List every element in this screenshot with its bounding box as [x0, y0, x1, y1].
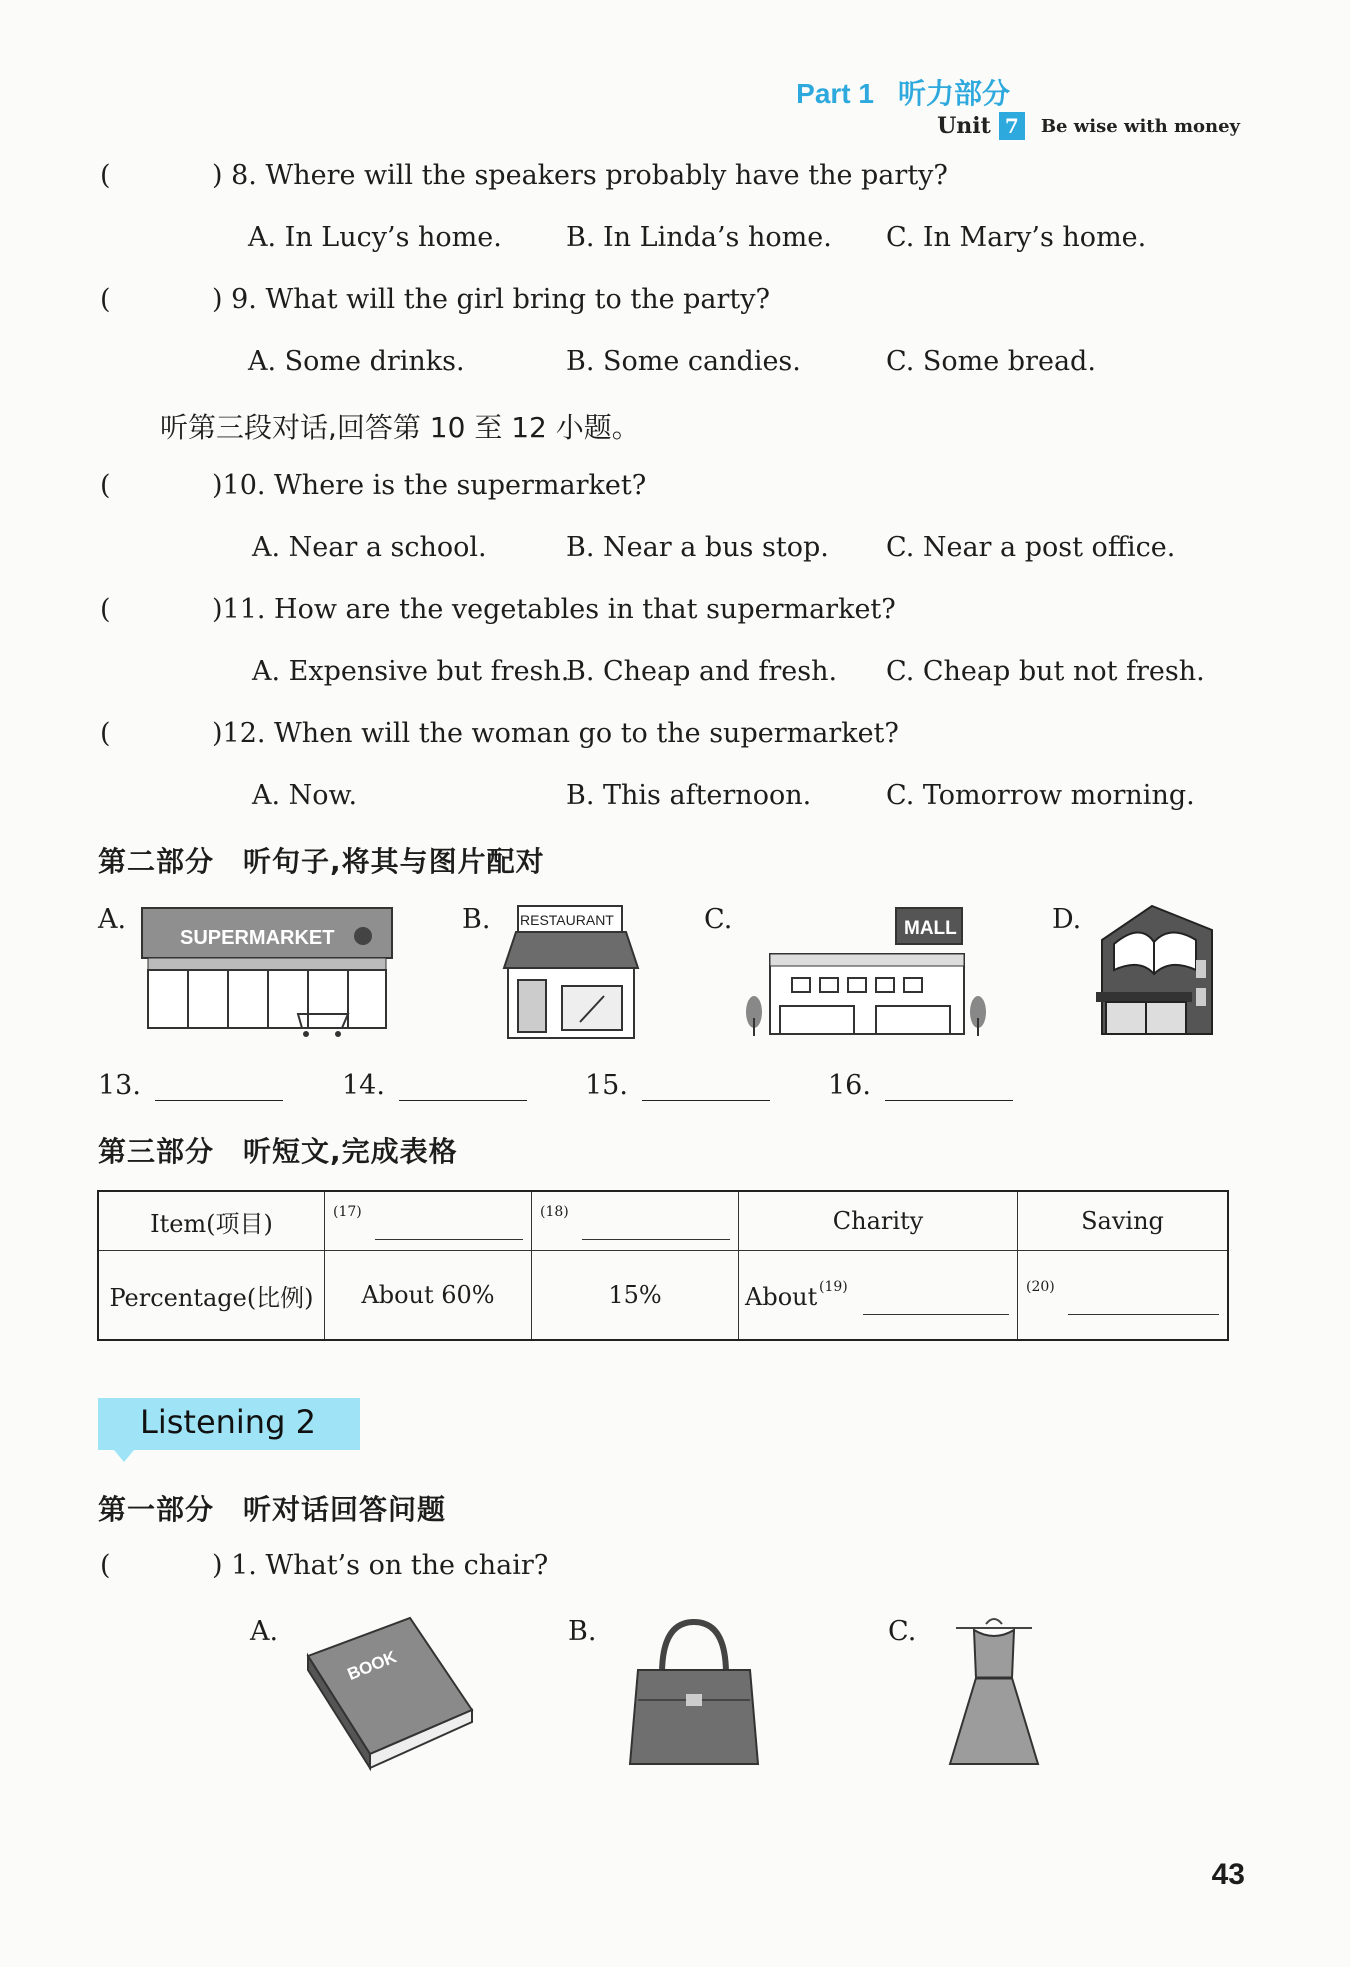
- option-c: C. Some bread.: [886, 346, 1096, 377]
- option-a: A. Near a school.: [252, 532, 487, 563]
- answer-blank[interactable]: [642, 1074, 770, 1101]
- pic-label-a: A.: [98, 904, 127, 935]
- supermarket-picture: [138, 904, 398, 1040]
- question-8: [100, 160, 948, 191]
- part3-title: 第三部分 听短文,完成表格: [98, 1135, 458, 1168]
- about-60-cell: About 60%: [325, 1251, 532, 1341]
- percentage-header: Percentage(比例): [98, 1251, 325, 1341]
- match-16: [828, 1070, 1013, 1101]
- answer-paren[interactable]: (: [100, 718, 111, 749]
- answer-blank[interactable]: [155, 1074, 283, 1101]
- question-10: [100, 470, 646, 501]
- header-part: [796, 72, 1010, 112]
- match-number: 13.: [98, 1070, 141, 1101]
- blank-number: (18): [540, 1204, 569, 1220]
- budget-table: [97, 1190, 1229, 1341]
- mall-sign: MALL: [904, 918, 957, 939]
- option-c: C. Tomorrow morning.: [886, 780, 1195, 811]
- option-b: B. Some candies.: [566, 346, 801, 377]
- question-text: ) 1. What’s on the chair?: [212, 1550, 549, 1581]
- question-12: [100, 718, 899, 749]
- bookstore-picture: [1092, 900, 1222, 1040]
- listening2-title: Listening 2: [140, 1403, 316, 1441]
- supermarket-sign: SUPERMARKET: [180, 927, 335, 949]
- answer-paren[interactable]: (: [100, 284, 111, 315]
- option-b: B. Near a bus stop.: [566, 532, 829, 563]
- answer-paren[interactable]: (: [100, 470, 111, 501]
- l2-part1-title: 第一部分 听对话回答问题: [98, 1493, 447, 1526]
- answer-paren[interactable]: (: [100, 594, 111, 625]
- dress-icon: [946, 1612, 1042, 1772]
- option-c: C. Cheap but not fresh.: [886, 656, 1205, 687]
- book-label: BOOK: [344, 1647, 400, 1684]
- unit-label: Unit: [937, 113, 991, 139]
- option-b: B. This afternoon.: [566, 780, 812, 811]
- l2-opt-c: C.: [888, 1616, 917, 1647]
- part-label: Part 1: [796, 78, 874, 109]
- match-14: [342, 1070, 527, 1101]
- match-number: 16.: [828, 1070, 871, 1101]
- about-label: About: [745, 1283, 818, 1311]
- charity-cell: Charity: [739, 1191, 1018, 1251]
- question-text: )12. When will the woman go to the supermarket?: [212, 718, 899, 749]
- header-unit: [937, 112, 1240, 140]
- part2-title: 第二部分 听句子,将其与图片配对: [98, 845, 545, 878]
- saving-cell: Saving: [1018, 1191, 1229, 1251]
- table-row: [98, 1191, 1228, 1251]
- listening2-banner: [98, 1398, 360, 1450]
- page-number: 43: [1211, 1858, 1245, 1891]
- item-header: Item(项目): [98, 1191, 325, 1251]
- option-b: B. Cheap and fresh.: [566, 656, 838, 687]
- l2-opt-a: A.: [250, 1616, 279, 1647]
- book-icon: [300, 1614, 480, 1772]
- option-a: A. Expensive but fresh.: [252, 656, 570, 687]
- p15-cell: 15%: [532, 1251, 739, 1341]
- restaurant-sign: RESTAURANT: [520, 912, 614, 928]
- blank-number: (20): [1026, 1279, 1055, 1295]
- blank-20[interactable]: [1018, 1251, 1229, 1341]
- blank-18[interactable]: [532, 1191, 739, 1251]
- answer-paren[interactable]: (: [100, 1550, 111, 1581]
- question-text: ) 9. What will the girl bring to the party?: [212, 284, 771, 315]
- match-13: [98, 1070, 283, 1101]
- l2-opt-b: B.: [568, 1616, 597, 1647]
- answer-blank[interactable]: [399, 1074, 527, 1101]
- restaurant-picture: [500, 904, 642, 1040]
- question-11: [100, 594, 896, 625]
- blank-number: (17): [333, 1204, 362, 1220]
- mall-picture: [740, 900, 990, 1040]
- answer-blank[interactable]: [885, 1074, 1013, 1101]
- table-row: [98, 1251, 1228, 1341]
- option-b: B. In Linda’s home.: [566, 222, 832, 253]
- l2-question-1: [100, 1550, 548, 1581]
- blank-19[interactable]: [739, 1251, 1018, 1341]
- option-c: C. Near a post office.: [886, 532, 1176, 563]
- option-c: C. In Mary’s home.: [886, 222, 1147, 253]
- pic-label-c: C.: [704, 904, 733, 935]
- option-a: A. Some drinks.: [248, 346, 465, 377]
- match-15: [585, 1070, 770, 1101]
- question-9: [100, 284, 770, 315]
- blank-17[interactable]: [325, 1191, 532, 1251]
- question-text: )11. How are the vegetables in that supermarket?: [212, 594, 896, 625]
- blank-number: (19): [819, 1279, 848, 1295]
- match-number: 14.: [342, 1070, 385, 1101]
- option-a: A. In Lucy’s home.: [248, 222, 502, 253]
- unit-title: Be wise with money: [1040, 115, 1240, 137]
- question-text: )10. Where is the supermarket?: [212, 470, 647, 501]
- match-number: 15.: [585, 1070, 628, 1101]
- answer-paren[interactable]: (: [100, 160, 111, 191]
- instruction-3: 听第三段对话,回答第 10 至 12 小题。: [160, 411, 640, 444]
- pic-label-b: B.: [462, 904, 491, 935]
- part-cn: 听力部分: [897, 78, 1010, 109]
- option-a: A. Now.: [252, 780, 358, 811]
- unit-badge: 7: [999, 112, 1025, 140]
- question-text: ) 8. Where will the speakers probably have the party?: [212, 160, 948, 191]
- handbag-icon: [624, 1614, 764, 1770]
- pic-label-d: D.: [1052, 904, 1082, 935]
